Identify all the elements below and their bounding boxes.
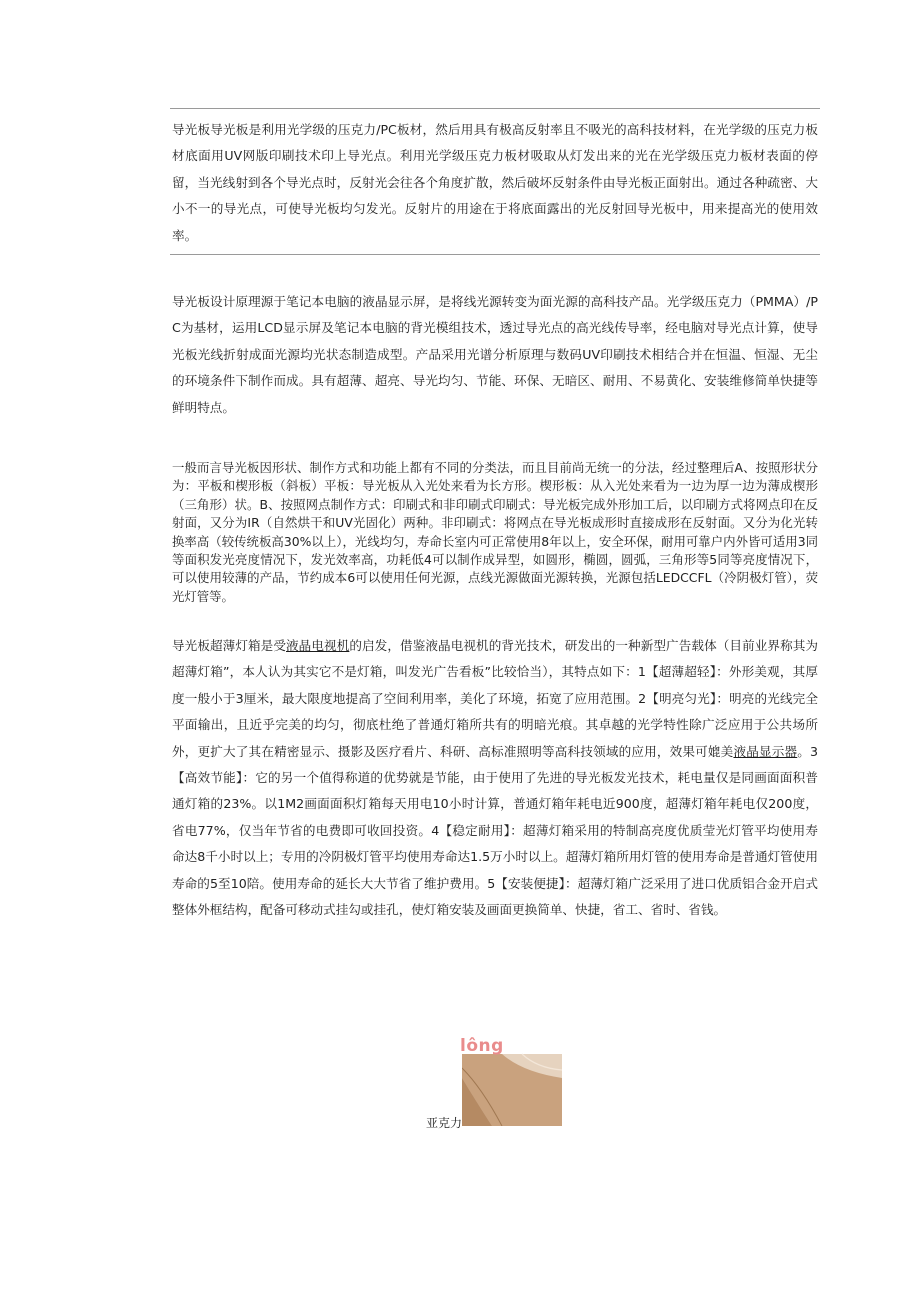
text-segment: 的启发，借鉴液晶电视机的背光技术，研发出的一种新型广告载体（目前业界称其为超薄灯箱”，本人认为其实它不是灯箱，叫发光广告看板”比较恰当），其特点如下：1【超薄超轻】：外形美观，其厚度一般小于3厘米，最大限度地提高了空间利用率，美化了环境，拓宽了应用范围。2【明亮匀光】：明亮的光线完全平面输出，且近乎完美的均匀，彻底杜绝了普通灯箱所共有的明暗光痕。其卓越的光学特性除广泛应用于公共场所外，更扩大了其在精密显示、摄影及医疗看片、科研、高标准照明等高科技领域的应用，效果可媲美	[172, 638, 819, 759]
top-divider	[170, 108, 820, 109]
paragraph-design-principle: 导光板设计原理源于笔记本电脑的液晶显示屏，是将线光源转变为面光源的高科技产品。光学级压克力（PMMA）/PC为基材，运用LCD显示屏及笔记本电脑的背光模组技术，透过导光点的高光线传导率，经电脑对导光点计算，使导光板光线折射成面光源均光状态制造成型。产品采用光谱分析原理与数码UV印刷技术相结合并在恒温、恒湿、无尘的环境条件下制作而成。具有超薄、超亮、导光均匀、节能、环保、无暗区、耐用、不易黄化、安装维修简单快捷等鲜明特点。	[172, 294, 818, 415]
figure-caption: 亚克力	[426, 1116, 463, 1130]
text-segment: 导光板超薄灯箱是受	[172, 638, 287, 653]
brand-watermark-text: lông	[460, 1036, 504, 1056]
acrylic-figure	[426, 1038, 566, 1130]
link-lcd-tv[interactable]: 液晶电视机	[286, 638, 350, 653]
paragraph-ultra-thin-lightbox	[172, 633, 818, 923]
link-lcd-monitor[interactable]: 液晶显示器	[733, 743, 798, 759]
bottom-divider	[170, 254, 820, 255]
text-segment: 。3【高效节能】：它的另一个值得称道的优势就是节能，由于使用了先进的导光板发光技术，耗电量仅是同画面面积普通灯箱的23%。以1M2画面面积灯箱每天用电10小时计算，普通灯箱年耗电近900度，超薄灯箱年耗电仅200度，省电77%，仅当年节省的电费即可收回投资。4【稳定耐用】：超薄灯箱采用的特制高亮度优质莹光灯管平均使用寿命达8千小时以上；专用的冷阴极灯管平均使用寿命达1.5万小时以上。超薄灯箱所用灯管的使用寿命是普通灯管使用寿命的5至10陪。使用寿命的延长大大节省了维护费用。5【安装便捷】：超薄灯箱广泛采用了进口优质铝合金开启式整体外框结构，配备可移动式挂勾或挂孔，使灯箱安装及画面更换简单、快捷，省工、省时、省钱。	[172, 743, 819, 918]
paragraph-classification: 一般而言导光板因形状、制作方式和功能上都有不同的分类法，而且目前尚无统一的分法，经过整理后A、按照形状分为：平板和楔形板（斜板）平板：导光板从入光处来看为长方形。楔形板：从入光处来看为一边为厚一边为薄成楔形（三角形）状。B、按照网点制作方式：印刷式和非印刷式印刷式：导光板完成外形加工后，以印刷方式将网点印在反射面，又分为IR（自然烘干和UV光固化）两种。非印刷式：将网点在导光板成形时直接成形在反射面。又分为化光转换率高（较传统板高30%以上），光线均匀，寿命长室内可正常使用8年以上，安全环保，耐用可靠户内外皆可适用3同等面积发光亮度情况下，发光效率高，功耗低4可以制作成异型，如圆形，椭圆，圆弧，三角形等5同等亮度情况下，可以使用较薄的产品，节约成本6可以使用任何光源，点线光源做面光源转换，光源包括LEDCCFL（冷阴极灯管），荧光灯管等。	[172, 460, 818, 604]
paragraph-definition: 导光板导光板是利用光学级的压克力/PC板材，然后用具有极高反射率且不吸光的高科技材料，在光学级的压克力板材底面用UV网版印刷技术印上导光点。利用光学级压克力板材吸取从灯发出来的光在光学级压克力板材表面的停留，当光线射到各个导光点时，反射光会往各个角度扩散，然后破坏反射条件由导光板正面射出。通过各种疏密、大小不一的导光点，可使导光板均匀发光。反射片的用途在于将底面露出的光反射回导光板中，用来提高光的使用效率。	[172, 122, 818, 243]
